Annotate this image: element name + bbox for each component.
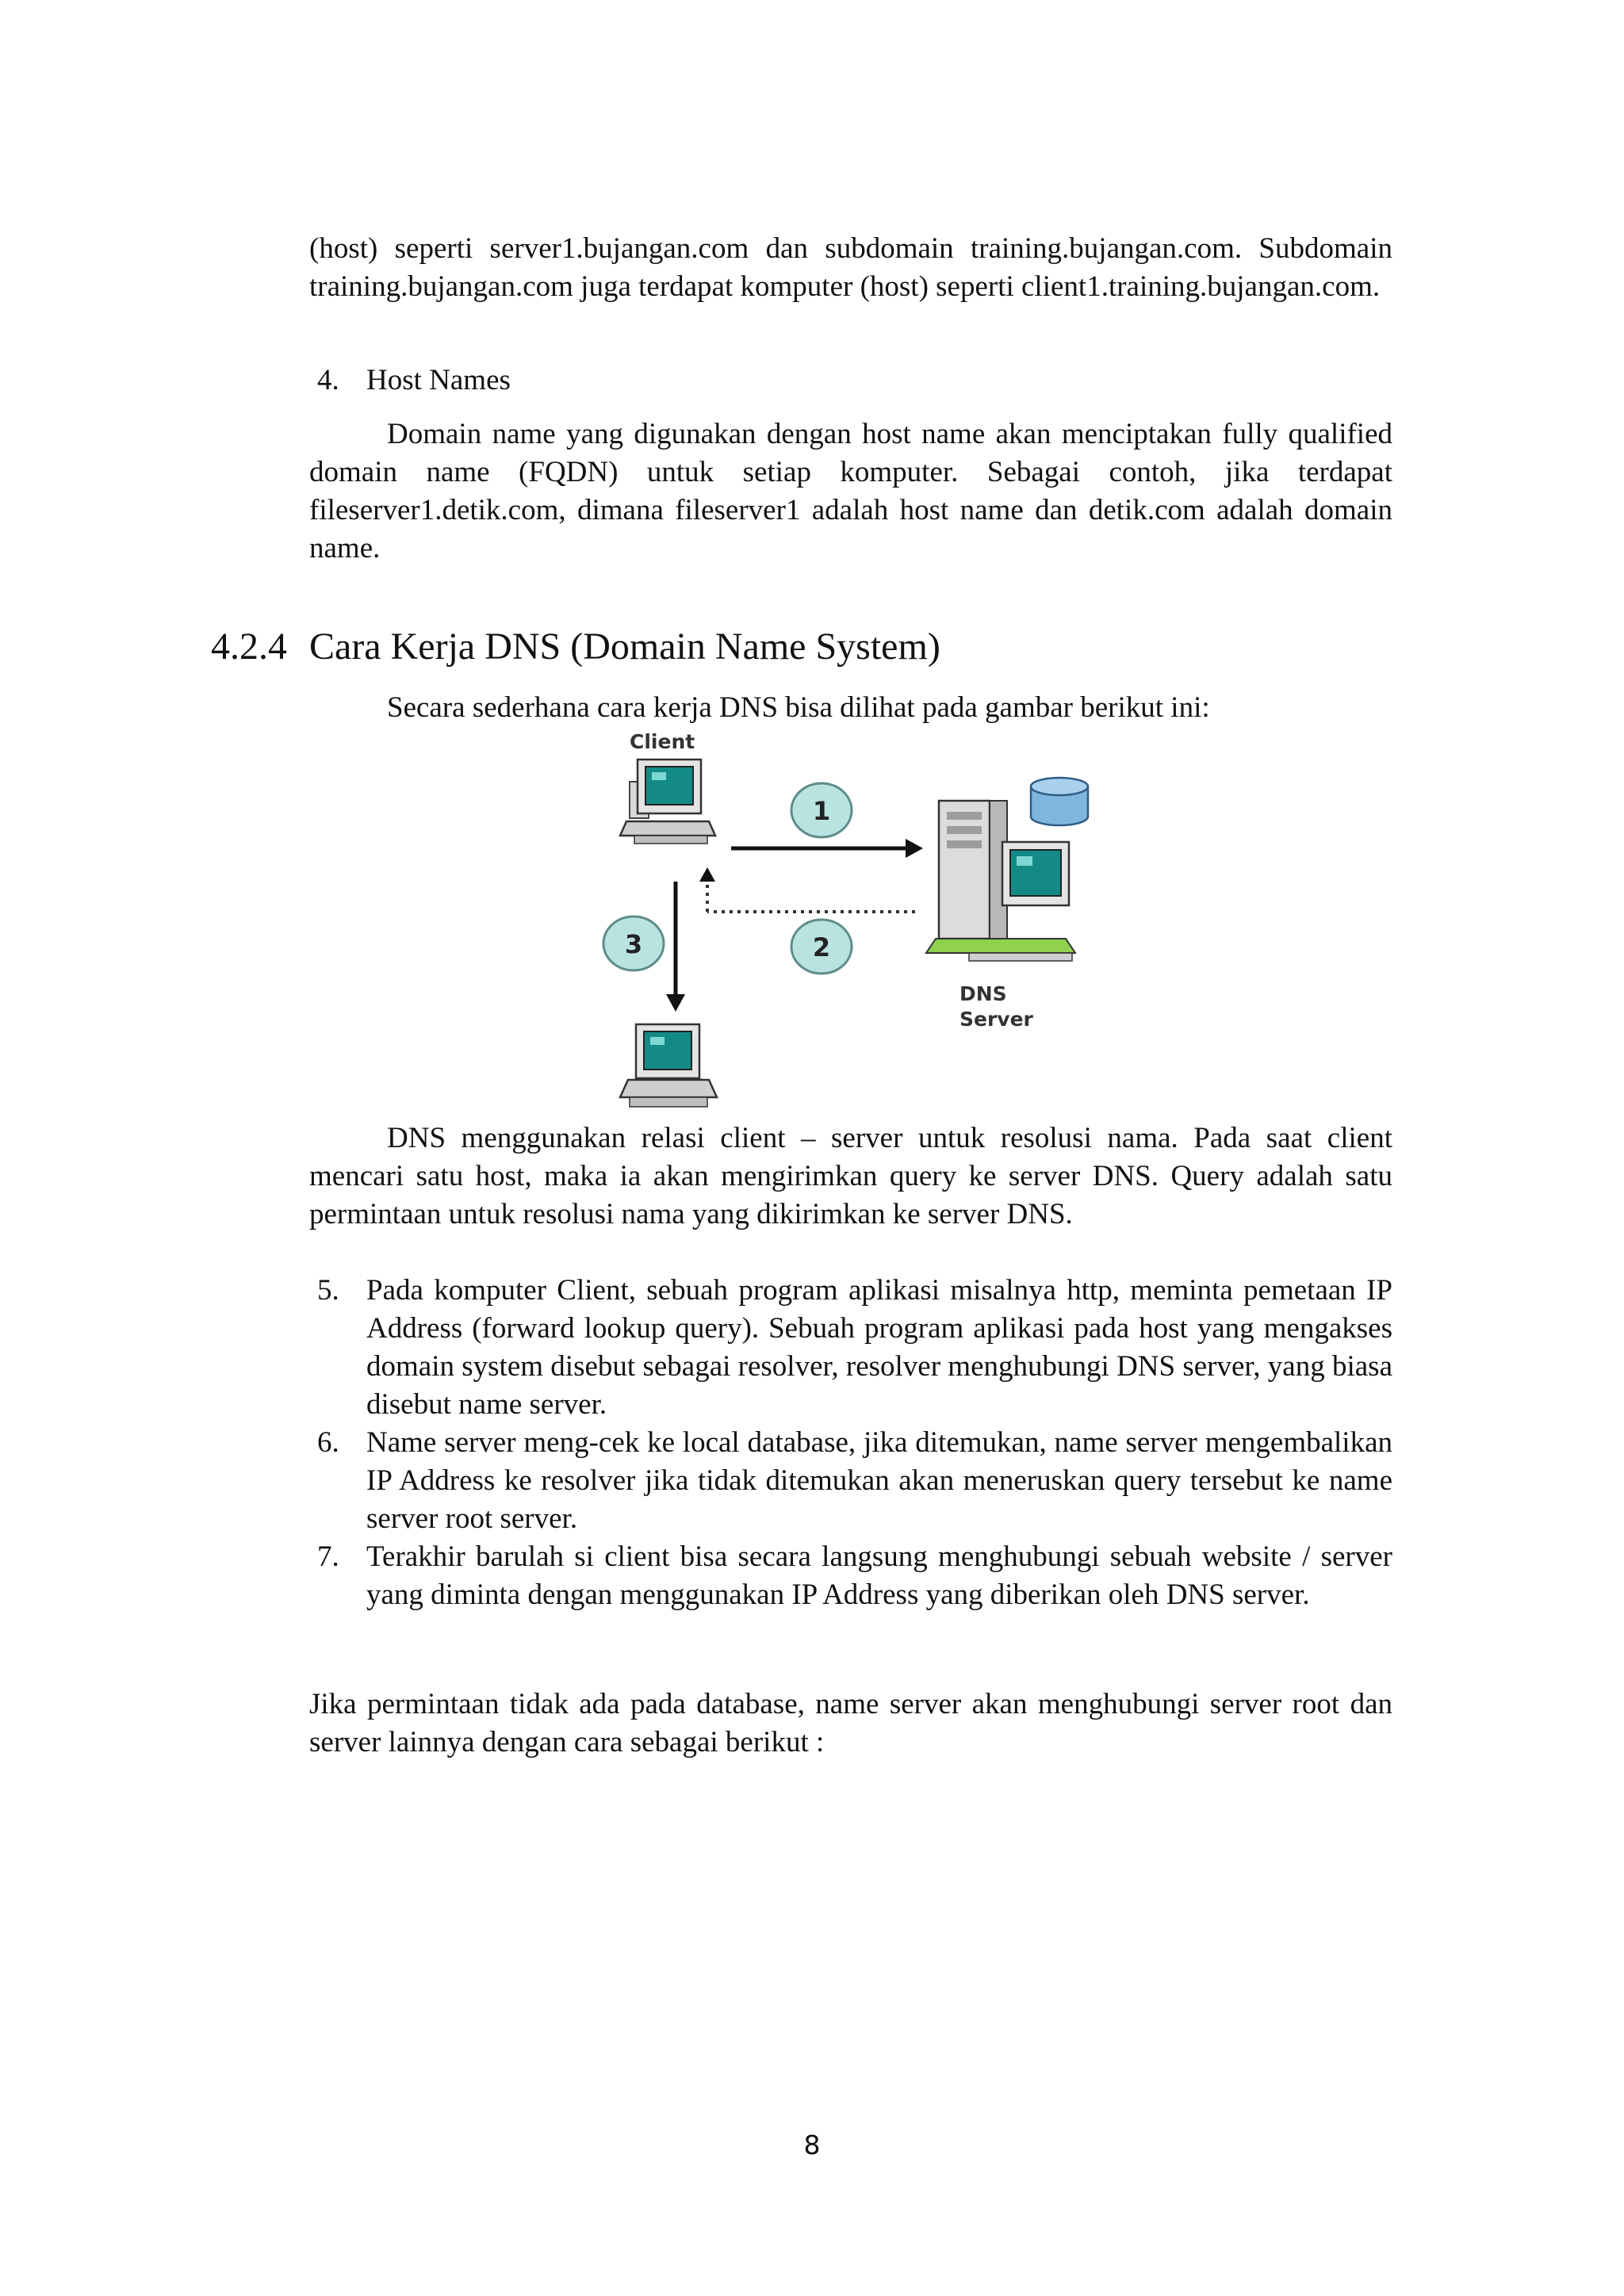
svg-text:2: 2 (812, 932, 831, 962)
list-number: 4. (317, 364, 339, 396)
host-names-paragraph: Domain name yang digunakan dengan host name akan menciptakan fully qualified domain name (FQDN) untuk setiap komputer. Sebagai contoh, jika terdapat fileserver1.detik.com, dimana fileserver1 adalah host name dan detik.com adalah domain name. (309, 418, 1392, 564)
dns-diagram (590, 731, 1097, 1119)
response-arrowhead (699, 867, 715, 882)
svg-text:3: 3 (624, 929, 643, 959)
database-icon (1031, 778, 1088, 825)
list-text: Terakhir barulah si client bisa secara langsung menghubungi sebuah website / server yang diminta dengan menggunakan IP Address yang diberikan oleh DNS server. (366, 1540, 1392, 1611)
list-item-step-7 (317, 1538, 1392, 1614)
list-title: Host Names (366, 364, 511, 396)
step-3-badge (603, 916, 664, 970)
list-item-step-6 (317, 1424, 1392, 1538)
request-arrowhead (906, 839, 923, 858)
section-heading (211, 625, 940, 668)
intro-paragraph: (host) seperti server1.bujangan.com dan subdomain training.bujangan.com. Subdomain training.bujangan.com juga terdapat komputer (host) seperti client1.training.bujangan.com. (309, 232, 1392, 303)
list-number: 5. (317, 1274, 339, 1307)
section-number: 4.2.4 (211, 626, 287, 668)
list-text: Name server meng-cek ke local database, jika ditemukan, name server mengembalikan IP Address ke resolver jika tidak ditemukan akan meneruskan query tersebut ke name server root server. (366, 1426, 1392, 1535)
figure-intro-text: Secara sederhana cara kerja DNS bisa dilihat pada gambar berikut ini: (387, 691, 1210, 724)
server-label: Server (959, 1008, 1033, 1031)
dns-label: DNS (959, 982, 1007, 1005)
closing-paragraph: Jika permintaan tidak ada pada database, name server akan menghubungi server root dan server lainnya dengan cara sebagai berikut : (309, 1688, 1392, 1758)
client-label: Client (630, 731, 695, 753)
list-number: 7. (317, 1540, 339, 1573)
page-number: 8 (803, 2130, 821, 2160)
figure-intro-block (309, 689, 1392, 727)
list-item-host-names (317, 362, 1392, 400)
step-1-badge (791, 783, 852, 837)
dns-paragraph-block (309, 1119, 1392, 1234)
client-computer-bottom-icon (620, 1024, 717, 1107)
client-computer-icon (620, 760, 715, 844)
svg-text:1: 1 (812, 796, 831, 826)
connect-arrowhead (666, 994, 685, 1012)
list-text: Pada komputer Client, sebuah program aplikasi misalnya http, meminta pemetaan IP Address (forward lookup query). Sebuah program aplikasi pada host yang mengakses domain system disebut sebagai resolver, resolver menghubungi DNS server, yang biasa disebut name server. (366, 1274, 1392, 1421)
intro-block (309, 230, 1392, 306)
section-title: Cara Kerja DNS (Domain Name System) (309, 626, 940, 668)
dns-paragraph: DNS menggunakan relasi client – server untuk resolusi nama. Pada saat client mencari satu host, maka ia akan mengirimkan query ke server DNS. Query adalah satu permintaan untuk resolusi nama yang dikirimkan ke server DNS. (309, 1122, 1392, 1230)
list-number: 6. (317, 1426, 339, 1459)
list-item-step-5 (317, 1272, 1392, 1424)
step-2-badge (791, 920, 852, 974)
host-names-block (309, 415, 1392, 568)
closing-block (309, 1686, 1392, 1762)
